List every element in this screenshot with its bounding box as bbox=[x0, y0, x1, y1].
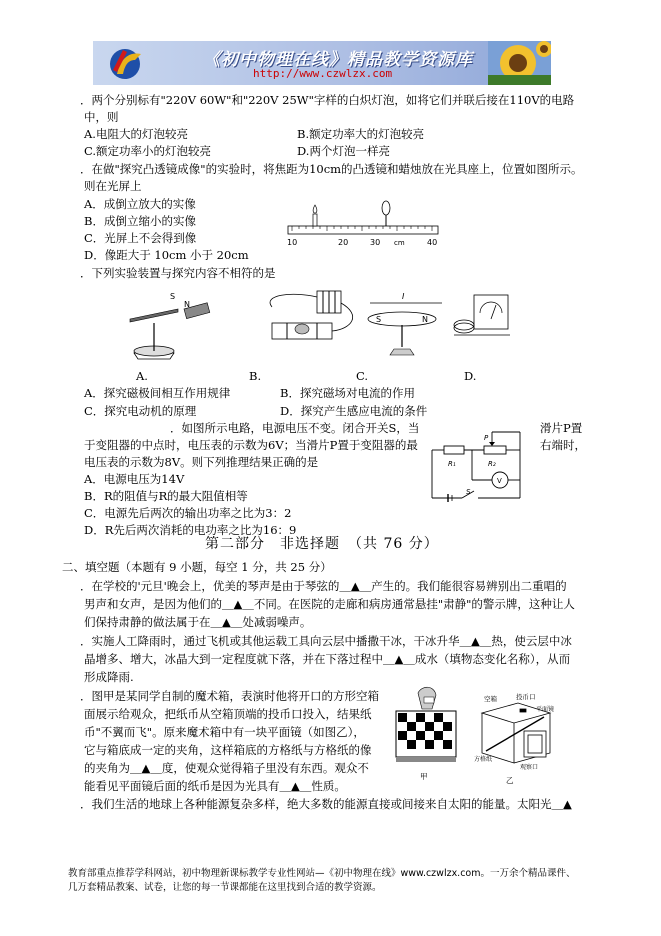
convex-lens-icon bbox=[382, 201, 390, 226]
ruler-label-40: 40 bbox=[427, 238, 438, 247]
q3-option-b: B．探究磁场对电流的作用 bbox=[280, 386, 415, 400]
header-banner bbox=[93, 41, 551, 85]
q7-line-3: 币"不翼而飞"。原来魔术箱中有一块平面镜（如图乙）， bbox=[84, 725, 365, 739]
q5-line-2: 男声和女声，是因为他们的＿▲＿不同。在医院的走廊和病房通常悬挂"肃静"的警示牌，这种让人 bbox=[84, 597, 575, 611]
q3-stem: ．下列实验装置与探究内容不相符的是 bbox=[80, 266, 276, 280]
figure-c-magnet-wire bbox=[368, 292, 442, 355]
svg-text:S: S bbox=[376, 315, 382, 324]
circuit-label-s: S bbox=[466, 488, 471, 496]
ruler-label-cm: cm bbox=[394, 239, 405, 247]
footer-line-2: 几万套精品教案、试卷，让您的每一节课都能在这里找到合适的教学资源。 bbox=[68, 882, 382, 893]
magic-box-front-view bbox=[396, 687, 456, 762]
q3-fig-label-b: B. bbox=[249, 369, 262, 383]
fig-label-grid-paper: 方格纸 bbox=[474, 756, 493, 763]
figure-a-magnet-needle bbox=[130, 292, 210, 359]
q4-stem-1-right: 滑片P置 bbox=[540, 421, 583, 435]
q4-option-c: C．电源先后两次的输出功率之比为3：2 bbox=[84, 506, 292, 520]
magic-box-figure bbox=[390, 683, 570, 795]
q3-option-c: C．探究电动机的原理 bbox=[84, 404, 197, 418]
q3-option-a: A．探究磁极间相互作用规律 bbox=[84, 386, 231, 400]
q3-fig-label-d: D. bbox=[464, 369, 477, 383]
q2-option-a: A．成倒立放大的实像 bbox=[84, 197, 196, 211]
q3-fig-label-a: A. bbox=[136, 369, 148, 383]
figure-d-galvanometer bbox=[454, 295, 510, 335]
q7-line-6: 能看见平面镜后面的纸币是因为光具有＿▲＿性质。 bbox=[84, 779, 346, 793]
q2-option-b: B．成倒立缩小的实像 bbox=[84, 214, 196, 228]
svg-text:I: I bbox=[402, 292, 405, 301]
ruler-label-10: 10 bbox=[287, 238, 298, 247]
fig-label-mirror: 平面镜 bbox=[536, 706, 555, 713]
q1-stem-2: 中，则 bbox=[84, 110, 119, 124]
footer-line-1: 教育部重点推荐学科网站，初中物理新课标教学专业性网站—《初中物理在线》www.czwlzx.com。一万余个精品课件、 bbox=[68, 868, 576, 879]
optical-bench-figure bbox=[282, 200, 448, 250]
q6-line-1: ．实施人工降雨时，通过飞机或其他运载工具向云层中播撒干冰，干冰升华＿▲＿热，使云层中冰 bbox=[80, 634, 572, 648]
circuit-label-r2: R₂ bbox=[488, 460, 496, 468]
circuit-label-p: P bbox=[484, 434, 489, 442]
q7-line-2: 面展示给观众，把纸币从空箱顶端的投币口投入，结果纸 bbox=[84, 707, 372, 721]
svg-text:S: S bbox=[170, 292, 176, 301]
q4-option-b: B．R的阻值与R的最大阻值相等 bbox=[84, 489, 248, 503]
q4-stem-1: ．如图所示电路，电源电压不变。闭合开关S，当 bbox=[170, 421, 420, 435]
q4-circuit-diagram bbox=[428, 428, 528, 508]
q1-option-d: D.两个灯泡一样亮 bbox=[297, 144, 390, 158]
q7-line-5: 的夹角为＿▲＿度，使观众觉得箱子里没有东西。观众不 bbox=[84, 761, 369, 775]
q2-stem: ．在做"探究凸透镜成像"的实验时，将焦距为10cm的凸透镜和蜡烛放在光具座上，位置如图所示。 bbox=[80, 162, 583, 176]
sunflower-icon bbox=[488, 41, 551, 85]
q1-stem: ．两个分别标有"220V 60W"和"220V 25W"字样的白炽灯泡，如将它们并联后接在110V的电路 bbox=[80, 93, 575, 107]
fig-label-yi: 乙 bbox=[506, 776, 514, 785]
q5-line-1: ．在学校的'元旦'晚会上，优美的琴声是由于琴弦的＿▲＿产生的。我们能很容易辨别出二重唱的 bbox=[80, 579, 567, 593]
svg-text:N: N bbox=[184, 300, 190, 309]
q1-option-b: B.额定功率大的灯泡较亮 bbox=[297, 127, 425, 141]
fig-label-coin-slot: 投币口 bbox=[516, 693, 536, 701]
q2-option-d: D．像距大于 10cm 小于 20cm bbox=[84, 248, 249, 262]
q4-option-a: A．电源电压为14V bbox=[84, 472, 185, 486]
ruler-label-30: 30 bbox=[370, 238, 381, 247]
q6-line-2: 晶增多、增大，冰晶大到一定程度就下落，并在下落过程中＿▲＿成水（填物态变化名称），从而 bbox=[84, 652, 571, 666]
fig-label-viewing-port: 观察口 bbox=[520, 764, 539, 771]
logo-icon bbox=[107, 44, 151, 82]
q2-option-c: C．光屏上不会得到像 bbox=[84, 231, 197, 245]
banner-title: 《初中物理在线》精品教学资源库 bbox=[203, 50, 473, 70]
q4-option-d: D．R先后两次消耗的电功率之比为16：9 bbox=[84, 523, 297, 537]
q1-option-c: C.额定功率小的灯泡较亮 bbox=[84, 144, 212, 158]
q7-line-4: 它与箱底成一定的夹角，这样箱底的方格纸与方格纸的像 bbox=[84, 743, 372, 757]
q4-stem-3: 电压表的示数为8V。则下列推理结果正确的是 bbox=[84, 455, 319, 469]
candle-icon bbox=[313, 205, 317, 226]
q8-line-1: ．我们生活的地球上各种能源复杂多样，绝大多数的能源直接或间接来自太阳的能量。太阳光＿▲ bbox=[80, 797, 572, 811]
q6-line-3: 形成降雨. bbox=[84, 670, 134, 684]
q3-figures bbox=[112, 285, 512, 370]
figure-b-circuit bbox=[270, 291, 353, 339]
circuit-label-v: V bbox=[497, 477, 502, 485]
q2-stem-2: 则在光屏上 bbox=[84, 179, 142, 193]
section-heading: 第二部分 非选择题 （共 76 分） bbox=[205, 536, 439, 552]
svg-text:N: N bbox=[422, 315, 428, 324]
ruler-label-20: 20 bbox=[338, 238, 349, 247]
q7-line-1: ．图甲是某同学自制的魔术箱，表演时他将开口的方形空箱 bbox=[80, 689, 379, 703]
fig-label-empty-box: 空箱 bbox=[484, 695, 497, 703]
fig-label-jia: 甲 bbox=[420, 772, 428, 781]
q3-option-d: D．探究产生感应电流的条件 bbox=[280, 404, 428, 418]
circuit-label-r1: R₁ bbox=[448, 460, 456, 468]
q4-stem-2: 于变阻器的中点时，电压表的示数为6V；当滑片P置于变阻器的最 bbox=[84, 438, 418, 452]
q1-option-a: A.电阻大的灯泡较亮 bbox=[84, 127, 188, 141]
q5-line-3: 们保持肃静的做法属于在＿▲＿处减弱噪声。 bbox=[84, 615, 312, 629]
q4-stem-2-right: 右端时， bbox=[540, 438, 586, 452]
q3-fig-label-c: C. bbox=[356, 369, 369, 383]
fill-in-section-title: 二、填空题（本题有 9 小题，每空 1 分，共 25 分） bbox=[62, 560, 332, 574]
banner-url[interactable]: http://www.czwlzx.com bbox=[253, 67, 393, 80]
